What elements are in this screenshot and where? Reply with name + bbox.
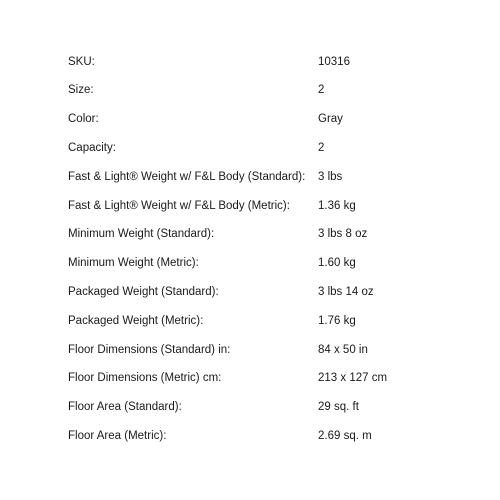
spec-value: 10316: [318, 55, 350, 68]
spec-table: [68, 48, 448, 451]
spec-row-packaged-weight-standard: [68, 278, 448, 307]
spec-label: SKU:: [68, 55, 95, 68]
spec-row-fast-light-weight-standard: [68, 163, 448, 192]
spec-value: 213 x 127 cm: [318, 372, 388, 385]
spec-row-floor-area-standard: [68, 394, 448, 423]
spec-row-size: [68, 77, 448, 106]
spec-row-minimum-weight-standard: [68, 221, 448, 250]
spec-value: Gray: [318, 113, 343, 126]
spec-value: 84 x 50 in: [318, 343, 368, 356]
spec-label: Minimum Weight (Metric):: [68, 257, 199, 270]
spec-label: Packaged Weight (Metric):: [68, 314, 204, 327]
spec-value: 3 lbs 14 oz: [318, 286, 374, 299]
spec-label: Color:: [68, 113, 99, 126]
spec-row-floor-dimensions-standard: [68, 336, 448, 365]
spec-row-capacity: [68, 134, 448, 163]
spec-value: 29 sq. ft: [318, 401, 359, 414]
spec-value: 3 lbs: [318, 170, 343, 183]
spec-value: 1.60 kg: [318, 257, 356, 270]
spec-value: 3 lbs 8 oz: [318, 228, 368, 241]
spec-row-color: [68, 106, 448, 135]
spec-row-floor-area-metric: [68, 422, 448, 451]
spec-label: Floor Dimensions (Standard) in:: [68, 343, 231, 356]
spec-row-fast-light-weight-metric: [68, 192, 448, 221]
spec-label: Fast & Light® Weight w/ F&L Body (Standard):: [68, 170, 306, 183]
spec-row-sku: [68, 48, 448, 77]
spec-label: Fast & Light® Weight w/ F&L Body (Metric):: [68, 199, 290, 212]
spec-value: 2: [318, 142, 325, 155]
spec-label: Minimum Weight (Standard):: [68, 228, 215, 241]
spec-label: Floor Dimensions (Metric) cm:: [68, 372, 222, 385]
spec-value: 2.69 sq. m: [318, 430, 372, 442]
spec-label: Floor Area (Metric):: [68, 430, 167, 442]
spec-row-minimum-weight-metric: [68, 250, 448, 279]
spec-row-packaged-weight-metric: [68, 307, 448, 336]
spec-row-floor-dimensions-metric: [68, 365, 448, 394]
spec-label: Capacity:: [68, 142, 116, 155]
spec-label: Floor Area (Standard):: [68, 401, 182, 414]
spec-value: 1.76 kg: [318, 314, 356, 327]
spec-value: 1.36 kg: [318, 199, 356, 212]
spec-value: 2: [318, 84, 325, 97]
spec-label: Packaged Weight (Standard):: [68, 286, 219, 299]
spec-label: Size:: [68, 84, 94, 97]
